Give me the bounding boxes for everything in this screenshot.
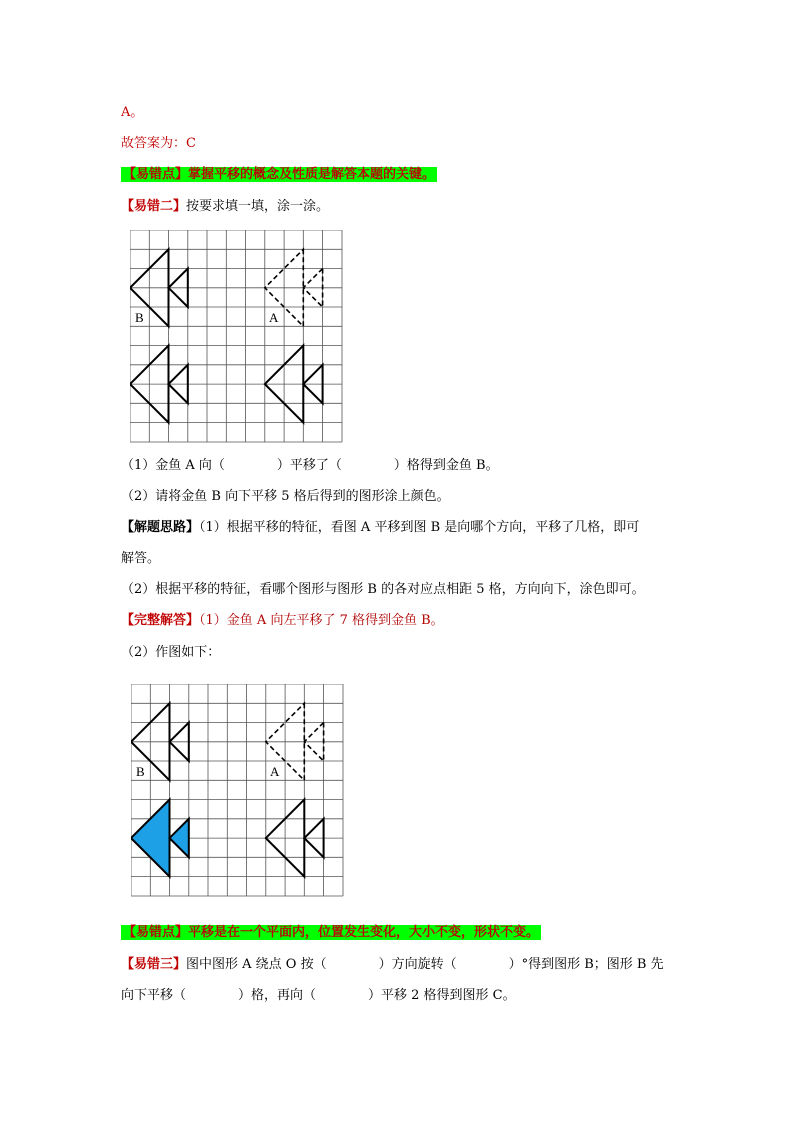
question-3-text: 图中图形 A 绕点 O 按（ ）方向旋转（ ）°得到图形 B；图形 B 先 (186, 957, 664, 972)
complete-answer-text: （1）金鱼 A 向左平移了 7 格得到金鱼 B。 (199, 613, 444, 628)
error-point-1-text: 【易错点】掌握平移的概念及性质是解答本题的关键。 (123, 167, 436, 182)
question-3-line-2: 向下平移（ ）格，再向（ ）平移 2 格得到图形 C。 (121, 988, 516, 1003)
answer-fragment: A。 (121, 105, 144, 120)
label-a-1: A (269, 310, 279, 325)
solution-idea-text: （1）根据平移的特征，看图 A 平移到图 B 是向哪个方向，平移了几格，即可 (199, 520, 640, 535)
question-2-text: 按要求填一填，涂一涂。 (186, 199, 330, 214)
question-3-line-1 (121, 956, 664, 974)
error-point-2 (121, 924, 541, 942)
error-point-2-text: 【易错点】平移是在一个平面内，位置发生变化，大小不变，形状不变。 (123, 925, 540, 940)
question-2-tag: 【易错二】 (121, 199, 187, 214)
question-3-tag: 【易错三】 (121, 957, 187, 972)
label-a-2: A (270, 764, 280, 779)
grid-lines-1 (130, 230, 342, 442)
solution-idea-2: （2）根据平移的特征，看哪个图形与图形 B 的各对应点相距 5 格，方向向下，涂色即可。 (121, 582, 645, 597)
label-b-2: B (136, 764, 145, 779)
colored-small-triangle (170, 819, 189, 858)
answer-line: 故答案为：C (121, 136, 196, 151)
solution-idea-tag: 【解题思路】 (121, 520, 200, 535)
fish-colored-2 (131, 800, 189, 877)
grid-figure-2 (131, 684, 345, 898)
question-2-part-2: （2）请将金鱼 B 向下平移 5 格后得到的图形涂上颜色。 (121, 489, 450, 504)
complete-answer-1 (121, 612, 444, 630)
grid-figure-1 (130, 230, 344, 444)
complete-answer-2: （2）作图如下： (121, 645, 221, 660)
question-2-header (121, 198, 329, 216)
label-b-1: B (135, 310, 144, 325)
solution-idea-cont: 解答。 (121, 551, 161, 566)
question-2-part-1: （1）金鱼 A 向（ ）平移了（ ）格得到金鱼 B。 (121, 458, 499, 473)
complete-answer-tag: 【完整解答】 (121, 613, 200, 628)
error-point-1 (121, 166, 437, 184)
solution-idea-1 (121, 519, 639, 537)
